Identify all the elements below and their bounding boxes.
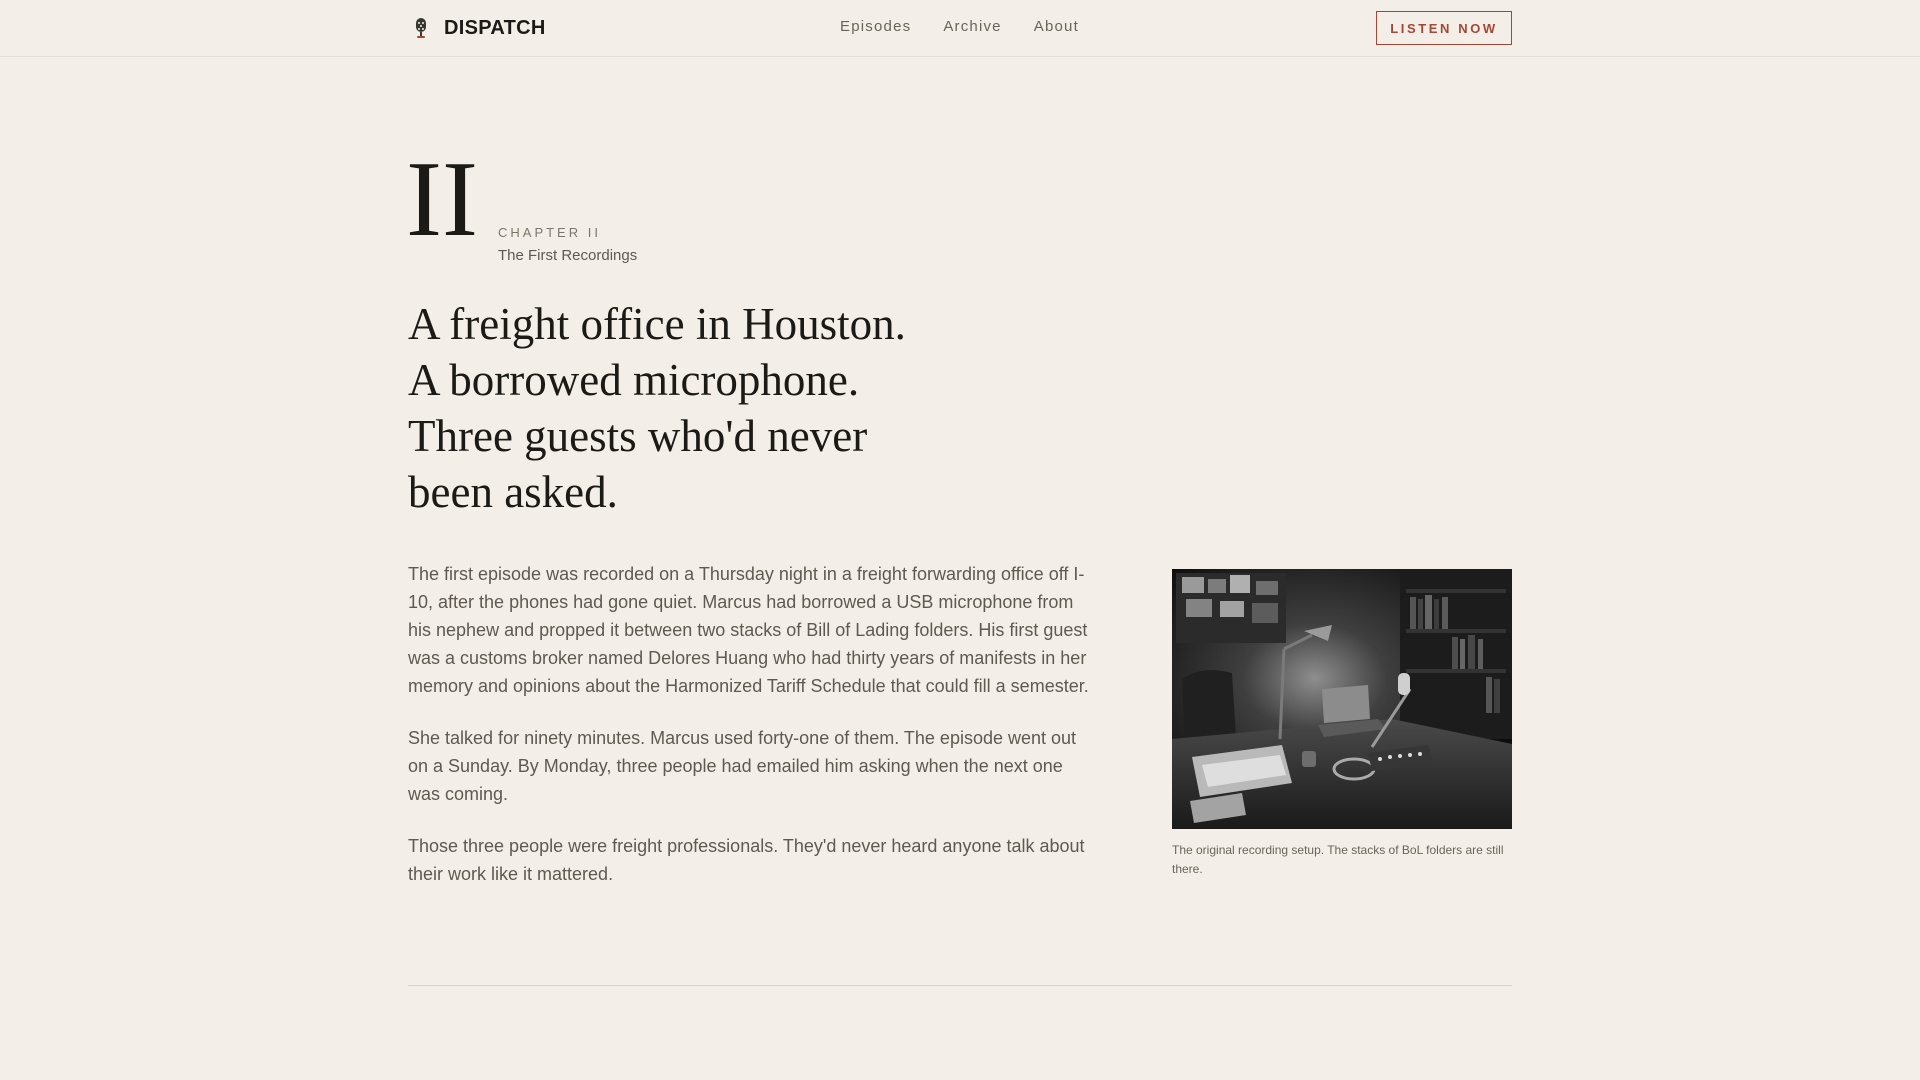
chapter-label: CHAPTER II: [498, 225, 601, 240]
chapter-headline: A freight office in Houston. A borrowed microphone. Three guests who'd never been asked.: [408, 299, 906, 517]
chapter-subtitle: The First Recordings: [498, 247, 638, 264]
chapter-body: [408, 560, 1096, 912]
recording-setup-figure: [1172, 569, 1512, 879]
listen-now-button[interactable]: LISTEN NOW: [1376, 11, 1512, 45]
body-paragraph-2: She talked for ninety minutes. Marcus used forty-one of them. The episode went out on a Sunday. By Monday, three people had emailed him asking when the next one was coming.: [408, 728, 1077, 804]
nav-link-episodes[interactable]: Episodes: [840, 18, 912, 35]
chapter-numeral: II: [406, 140, 478, 259]
section-divider: [408, 985, 1512, 986]
recording-setup-photo: [1172, 569, 1512, 829]
nav-link-about[interactable]: About: [1033, 18, 1079, 35]
brand-logo[interactable]: [408, 15, 546, 41]
microphone-icon: [408, 15, 434, 41]
nav-link-archive[interactable]: Archive: [943, 18, 1002, 35]
body-paragraph-3: Those three people were freight professionals. They'd never heard anyone talk about their work like it mattered.: [408, 836, 1085, 884]
body-paragraph-1: The first episode was recorded on a Thursday night in a freight forwarding office off I-10, after the phones had gone quiet. Marcus had borrowed a USB microphone from his nephew and propped it between two stacks of Bill of Lading folders. His first guest was a customs broker named Delores Huang who had thirty years of manifests in her memory and opinions about the Harmonized Tariff Schedule that could fill a semester.: [408, 564, 1089, 696]
figure-caption: The original recording setup. The stacks of BoL folders are still there.: [1172, 843, 1504, 876]
brand-name: DISPATCH: [444, 16, 546, 39]
top-navigation-bar: [0, 0, 1920, 57]
main-nav: [840, 18, 1079, 35]
